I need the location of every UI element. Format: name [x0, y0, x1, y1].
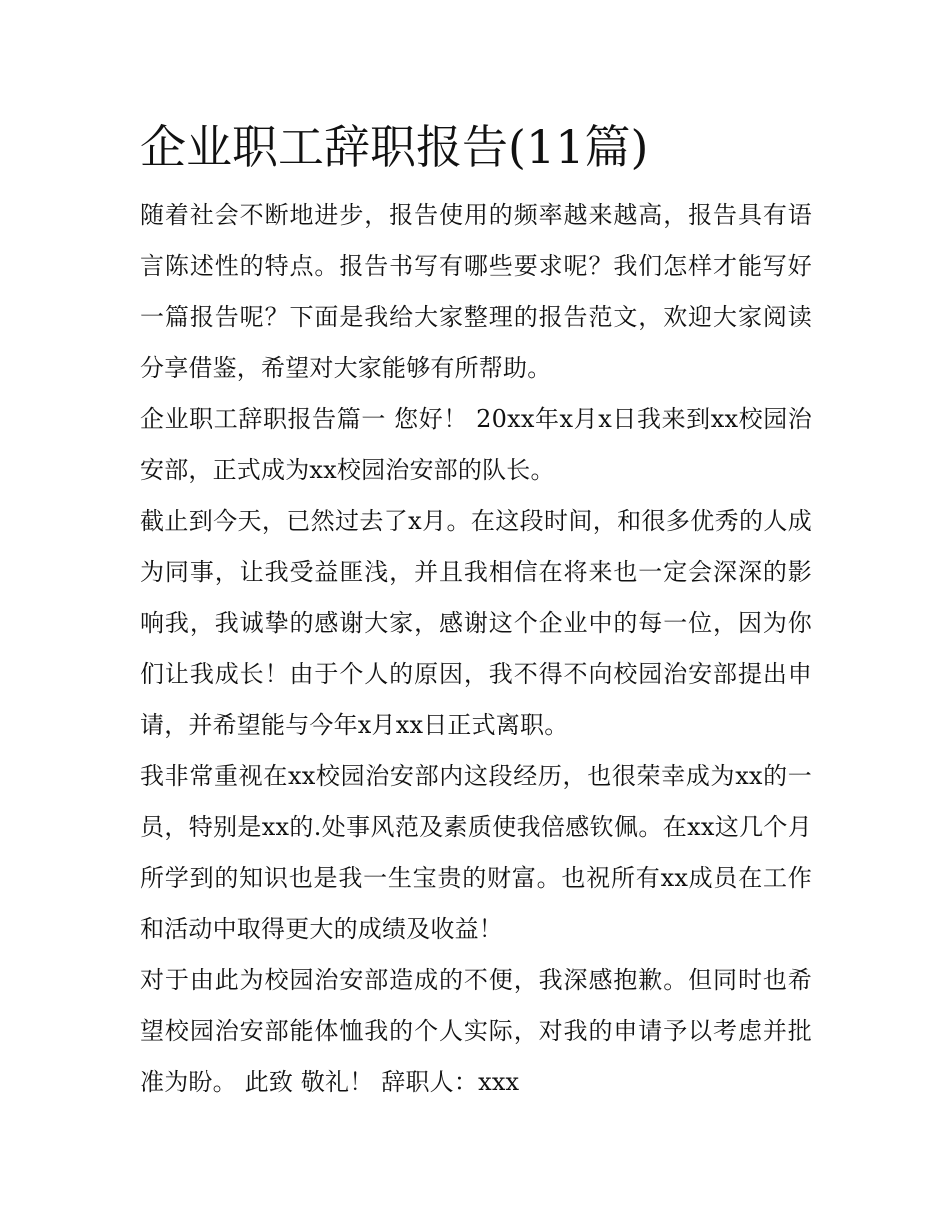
greeting-paragraph: 企业职工辞职报告篇一 您好！ 20xx年x月x日我来到xx校园治安部，正式成为xx校园治安部的队长。	[140, 405, 812, 484]
document-title: 企业职工辞职报告(11篇)	[140, 120, 649, 174]
reason-paragraph: 截止到今天，已然过去了x月。在这段时间，和很多优秀的人成为同事，让我受益匪浅，并且我相信在将来也一定会深深的影响我，我诚挚的感谢大家，感谢这个企业中的每一位，因为你们让我成长！由于个人的原因，我不得不向校园治安部提出申请，并希望能与今年x月xx日正式离职。	[140, 507, 812, 739]
gratitude-paragraph: 我非常重视在xx校园治安部内这段经历，也很荣幸成为xx的一员，特别是xx的.处事风范及素质使我倍感钦佩。在xx这几个月所学到的知识也是我一生宝贵的财富。也祝所有xx成员在工作和活动中取得更大的成绩及收益！	[140, 762, 812, 943]
document-body	[140, 112, 812, 1108]
closing-paragraph: 对于由此为校园治安部造成的不便，我深感抱歉。但同时也希望校园治安部能体恤我的个人实际，对我的申请予以考虑并批准为盼。 此致 敬礼！ 辞职人：xxx	[140, 966, 812, 1096]
intro-paragraph: 随着社会不断地进步，报告使用的频率越来越高，报告具有语言陈述性的特点。报告书写有哪些要求呢？我们怎样才能写好一篇报告呢？下面是我给大家整理的报告范文，欢迎大家阅读分享借鉴，希望对大家能够有所帮助。	[140, 201, 812, 382]
